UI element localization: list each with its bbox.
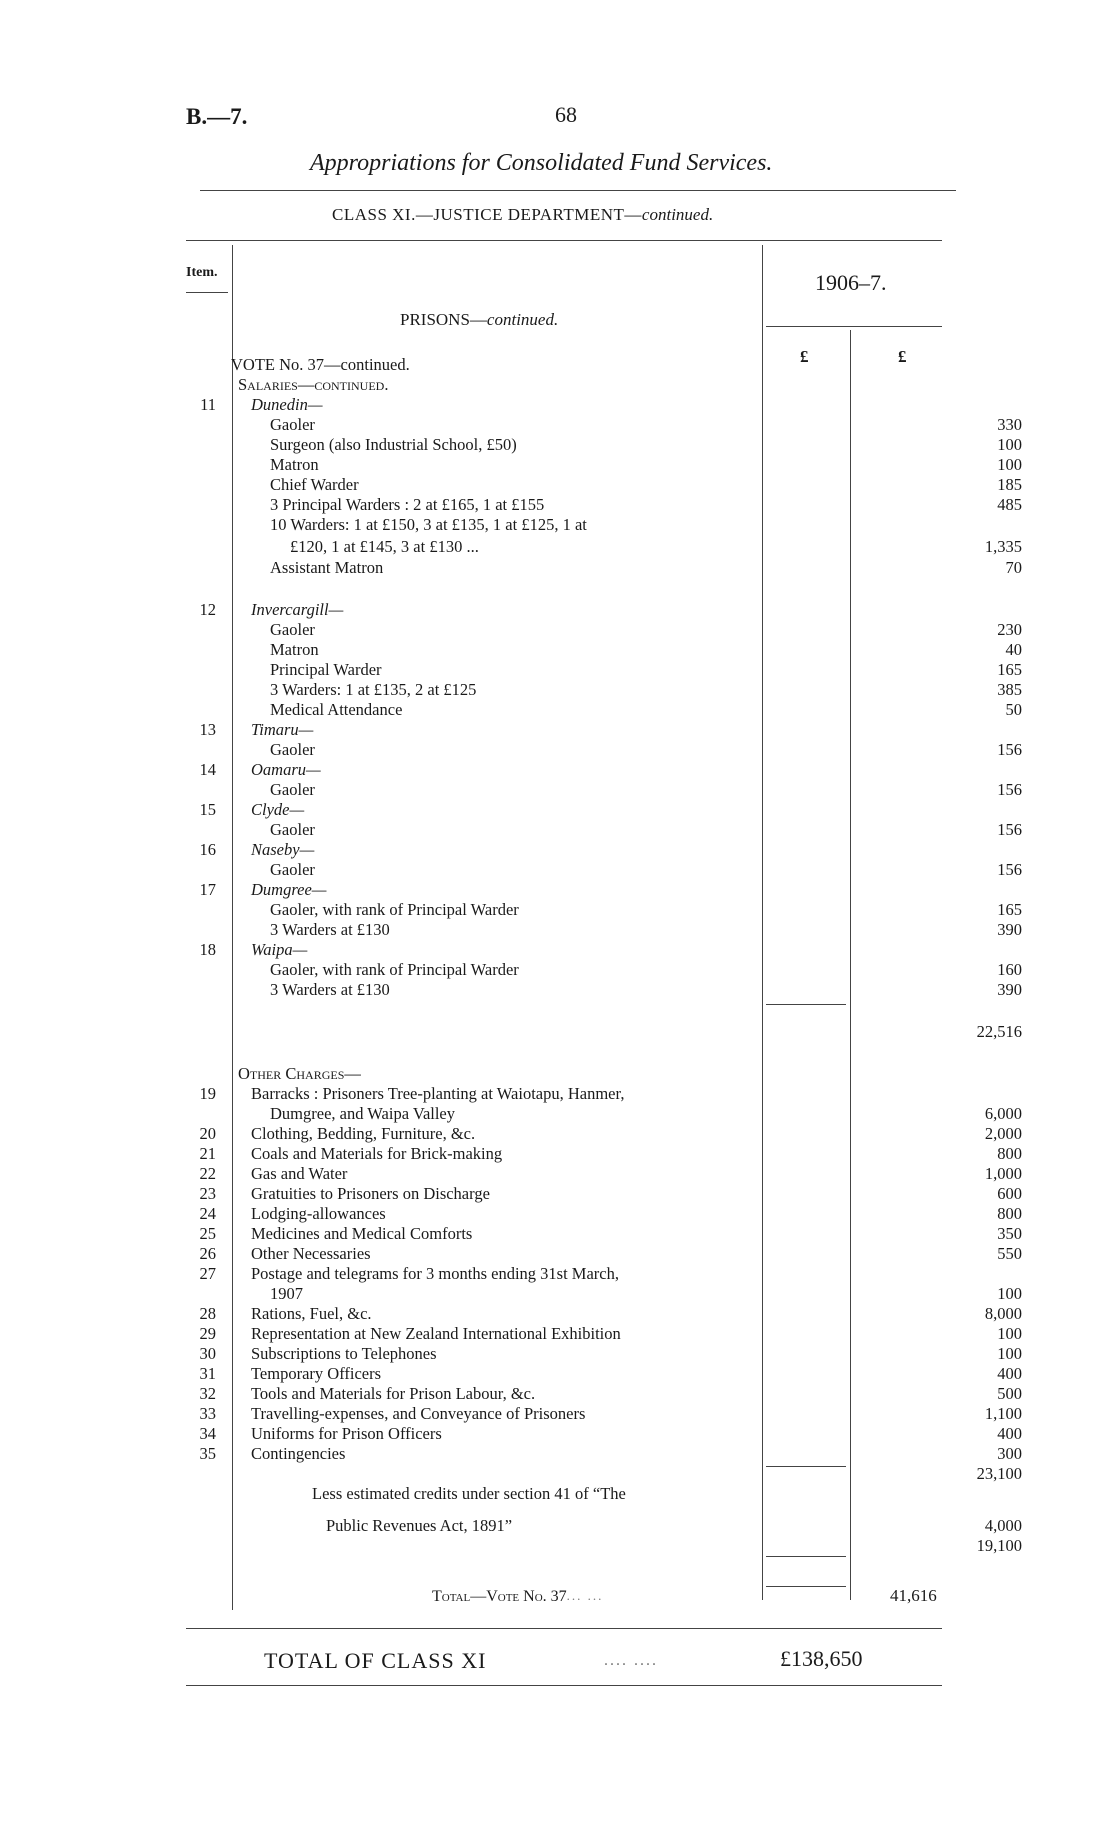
item-number: 16 bbox=[199, 840, 216, 859]
item-description: Gratuities to Prisoners on Discharge bbox=[251, 1184, 490, 1203]
item-amount: 156 bbox=[997, 860, 1022, 879]
item-description: Principal Warder bbox=[270, 660, 382, 679]
item-amount: 100 bbox=[997, 435, 1022, 454]
item-description: Oamaru— bbox=[251, 760, 321, 779]
subtotal-rule bbox=[766, 1586, 846, 1587]
item-amount: 400 bbox=[997, 1424, 1022, 1443]
item-description: Lodging-allowances bbox=[251, 1204, 386, 1223]
item-description: 3 Warders at £130 bbox=[270, 920, 390, 939]
table-row bbox=[186, 1104, 1022, 1124]
item-amount: 230 bbox=[997, 620, 1022, 639]
grand-total-amount: £138,650 bbox=[780, 1646, 863, 1671]
item-amount: 23,100 bbox=[976, 1464, 1022, 1483]
item-description: Dumgree— bbox=[251, 880, 327, 899]
item-description: Public Revenues Act, 1891” bbox=[326, 1516, 513, 1535]
total-vote-label bbox=[432, 1588, 604, 1606]
item-description: Rations, Fuel, &c. bbox=[251, 1304, 372, 1323]
item-amount: 550 bbox=[997, 1244, 1022, 1263]
table-row bbox=[186, 1324, 1022, 1344]
item-amount: 2,000 bbox=[984, 1124, 1022, 1143]
item-amount: 100 bbox=[997, 455, 1022, 474]
table-row bbox=[186, 840, 946, 860]
item-description: Gas and Water bbox=[251, 1164, 348, 1183]
table-row bbox=[186, 1424, 1022, 1444]
table-row bbox=[186, 940, 946, 960]
item-amount: 800 bbox=[997, 1204, 1022, 1223]
item-description: Medicines and Medical Comforts bbox=[251, 1224, 473, 1243]
item-amount: 600 bbox=[997, 1184, 1022, 1203]
item-amount: 1,335 bbox=[984, 537, 1022, 556]
item-description: Gaoler bbox=[270, 780, 315, 799]
table-row bbox=[186, 1444, 1022, 1464]
item-number: 24 bbox=[199, 1204, 216, 1223]
item-description: VOTE No. 37—continued. bbox=[231, 355, 410, 374]
table-row bbox=[186, 1264, 946, 1284]
item-description: Subscriptions to Telephones bbox=[251, 1344, 437, 1363]
table-row bbox=[186, 1184, 1022, 1204]
item-description: Dumgree, and Waipa Valley bbox=[270, 1104, 456, 1123]
item-description: 3 Warders: 1 at £135, 2 at £125 bbox=[270, 680, 477, 699]
table-row bbox=[186, 800, 946, 820]
table-row bbox=[186, 1124, 1022, 1144]
item-description: Temporary Officers bbox=[251, 1364, 382, 1383]
item-description: Gaoler, with rank of Principal Warder bbox=[270, 900, 519, 919]
grand-total-top-rule bbox=[186, 1628, 942, 1629]
item-number: 25 bbox=[199, 1224, 216, 1243]
table-row bbox=[186, 1064, 946, 1084]
item-description: Surgeon (also Industrial School, £50) bbox=[270, 435, 517, 454]
table-row bbox=[186, 558, 1022, 578]
table-row bbox=[186, 395, 946, 415]
item-description: Postage and telegrams for 3 months ending 31st March, bbox=[251, 1264, 619, 1283]
item-description: Coals and Materials for Brick-making bbox=[251, 1144, 503, 1163]
item-amount: 50 bbox=[1005, 700, 1022, 719]
item-description: Matron bbox=[270, 640, 319, 659]
item-description: Naseby— bbox=[251, 840, 315, 859]
subtotal-rule bbox=[766, 1556, 846, 1557]
item-description: Medical Attendance bbox=[270, 700, 403, 719]
item-description: Dunedin— bbox=[251, 395, 323, 414]
year-column-header: 1906–7. bbox=[815, 270, 887, 295]
page-number: 68 bbox=[555, 102, 577, 127]
item-description: Gaoler, with rank of Principal Warder bbox=[270, 960, 519, 979]
section-heading-text: PRISONS— bbox=[400, 310, 487, 329]
item-number: 13 bbox=[199, 720, 216, 739]
class-heading bbox=[332, 205, 713, 225]
item-description: Gaoler bbox=[270, 860, 315, 879]
item-amount: 22,516 bbox=[976, 1022, 1022, 1041]
item-description: Invercargill— bbox=[251, 600, 344, 619]
table-row bbox=[186, 355, 946, 375]
item-amount: 185 bbox=[997, 475, 1022, 494]
table-row bbox=[186, 1344, 1022, 1364]
item-amount: 6,000 bbox=[984, 1104, 1022, 1123]
item-number: 22 bbox=[199, 1164, 216, 1183]
item-amount: 40 bbox=[1005, 640, 1022, 659]
table-row bbox=[186, 1484, 946, 1504]
item-column-header: Item. bbox=[186, 265, 218, 280]
section-heading-continued: continued. bbox=[486, 310, 559, 329]
table-row bbox=[186, 740, 1022, 760]
item-amount: 165 bbox=[997, 660, 1022, 679]
table-row bbox=[186, 475, 1022, 495]
table-row bbox=[186, 900, 1022, 920]
item-description: Gaoler bbox=[270, 740, 315, 759]
item-description: Gaoler bbox=[270, 820, 315, 839]
item-amount: 1,000 bbox=[984, 1164, 1022, 1183]
item-amount: 390 bbox=[997, 920, 1022, 939]
leader-dots: .... .... bbox=[604, 1652, 658, 1669]
item-amount: 100 bbox=[997, 1284, 1022, 1303]
item-amount: 8,000 bbox=[984, 1304, 1022, 1323]
item-amount: 100 bbox=[997, 1324, 1022, 1343]
item-description: 3 Principal Warders : 2 at £165, 1 at £155 bbox=[270, 495, 545, 514]
table-row bbox=[186, 1224, 1022, 1244]
item-amount: 800 bbox=[997, 1144, 1022, 1163]
item-description: Less estimated credits under section 41 of “The bbox=[312, 1484, 626, 1503]
item-amount: 4,000 bbox=[984, 1516, 1022, 1535]
item-number: 17 bbox=[199, 880, 216, 899]
item-description: Travelling-expenses, and Conveyance of Prisoners bbox=[251, 1404, 586, 1423]
table-row bbox=[186, 1304, 1022, 1324]
item-description: Other Charges— bbox=[238, 1064, 361, 1083]
item-description: Contingencies bbox=[251, 1444, 346, 1463]
table-row bbox=[186, 1516, 1022, 1536]
table-row bbox=[186, 920, 1022, 940]
pound-sign: £ bbox=[898, 347, 907, 366]
table-row bbox=[186, 1284, 1022, 1304]
item-amount: 385 bbox=[997, 680, 1022, 699]
grand-total-text: TOTAL OF CLASS XI bbox=[264, 1648, 487, 1673]
section-heading bbox=[400, 310, 558, 330]
item-number: 18 bbox=[199, 940, 216, 959]
table-row bbox=[186, 1084, 946, 1104]
table-row bbox=[186, 435, 1022, 455]
table-row bbox=[186, 820, 1022, 840]
item-amount: 156 bbox=[997, 780, 1022, 799]
table-row bbox=[186, 980, 1022, 1000]
item-description: 10 Warders: 1 at £150, 3 at £135, 1 at £125, 1 at bbox=[270, 515, 587, 534]
item-description: Timaru— bbox=[251, 720, 314, 739]
item-description: Salaries—continued. bbox=[238, 375, 389, 394]
item-description: Barracks : Prisoners Tree-planting at Waiotapu, Hanmer, bbox=[251, 1084, 625, 1103]
item-number: 11 bbox=[200, 395, 216, 414]
item-description: Assistant Matron bbox=[270, 558, 384, 577]
item-number: 32 bbox=[199, 1384, 216, 1403]
item-description: Clothing, Bedding, Furniture, &c. bbox=[251, 1124, 476, 1143]
table-row bbox=[186, 1464, 1022, 1484]
item-description: Chief Warder bbox=[270, 475, 359, 494]
table-row bbox=[186, 660, 1022, 680]
item-number: 31 bbox=[199, 1364, 216, 1383]
item-number: 35 bbox=[199, 1444, 216, 1463]
subtotal-rule bbox=[766, 1466, 846, 1467]
item-amount: 156 bbox=[997, 740, 1022, 759]
item-number: 30 bbox=[199, 1344, 216, 1363]
table-row bbox=[186, 700, 1022, 720]
table-row bbox=[186, 375, 946, 395]
table-row bbox=[186, 600, 946, 620]
item-description: Matron bbox=[270, 455, 319, 474]
item-number: 26 bbox=[199, 1244, 216, 1263]
table-row bbox=[186, 1022, 1022, 1042]
item-number: 19 bbox=[199, 1084, 216, 1103]
item-number: 20 bbox=[199, 1124, 216, 1143]
table-row bbox=[186, 1164, 1022, 1184]
table-row bbox=[186, 415, 1022, 435]
table-row bbox=[186, 1144, 1022, 1164]
item-number: 28 bbox=[199, 1304, 216, 1323]
table-row bbox=[186, 455, 1022, 475]
item-amount: 330 bbox=[997, 415, 1022, 434]
item-description: Clyde— bbox=[251, 800, 305, 819]
item-head-rule bbox=[186, 292, 228, 293]
item-amount: 500 bbox=[997, 1384, 1022, 1403]
subtotal-rule bbox=[766, 1004, 846, 1005]
item-amount: 390 bbox=[997, 980, 1022, 999]
item-description: Tools and Materials for Prison Labour, &c. bbox=[251, 1384, 536, 1403]
table-row bbox=[186, 620, 1022, 640]
item-amount: 100 bbox=[997, 1344, 1022, 1363]
item-amount: 156 bbox=[997, 820, 1022, 839]
item-number: 33 bbox=[199, 1404, 216, 1423]
grand-total-label bbox=[264, 1648, 658, 1674]
item-number: 27 bbox=[199, 1264, 216, 1283]
year-head-rule bbox=[766, 326, 942, 327]
grand-total-bottom-rule bbox=[186, 1685, 942, 1686]
item-amount: 485 bbox=[997, 495, 1022, 514]
table-row bbox=[186, 1204, 1022, 1224]
item-description: Gaoler bbox=[270, 415, 315, 434]
item-description: £120, 1 at £145, 3 at £130 ... bbox=[290, 537, 479, 556]
item-description: 1907 bbox=[270, 1284, 303, 1303]
table-row bbox=[186, 880, 946, 900]
table-row bbox=[186, 1244, 1022, 1264]
item-amount: 350 bbox=[997, 1224, 1022, 1243]
item-amount: 400 bbox=[997, 1364, 1022, 1383]
leader-dots: ... ... bbox=[566, 1588, 604, 1603]
item-description: Uniforms for Prison Officers bbox=[251, 1424, 442, 1443]
pound-sign: £ bbox=[800, 347, 809, 366]
table-row bbox=[186, 860, 1022, 880]
page-title: Appropriations for Consolidated Fund Services. bbox=[310, 150, 773, 176]
table-top-rule bbox=[186, 240, 942, 241]
item-amount: 160 bbox=[997, 960, 1022, 979]
class-heading-continued: continued. bbox=[641, 205, 714, 224]
item-description: 3 Warders at £130 bbox=[270, 980, 390, 999]
title-rule bbox=[200, 190, 956, 191]
table-row bbox=[186, 515, 946, 535]
item-number: 23 bbox=[199, 1184, 216, 1203]
item-description: Waipa— bbox=[251, 940, 308, 959]
item-number: 14 bbox=[199, 760, 216, 779]
total-vote-amount: 41,616 bbox=[890, 1586, 937, 1605]
document-reference: B.—7. bbox=[186, 104, 248, 129]
item-amount: 165 bbox=[997, 900, 1022, 919]
item-number: 21 bbox=[199, 1144, 216, 1163]
table-row bbox=[186, 495, 1022, 515]
total-vote-text: Total—Vote No. 37 bbox=[432, 1588, 567, 1605]
item-number: 15 bbox=[199, 800, 216, 819]
table-row bbox=[186, 960, 1022, 980]
item-description: Other Necessaries bbox=[251, 1244, 371, 1263]
table-row bbox=[186, 1364, 1022, 1384]
table-row bbox=[186, 1384, 1022, 1404]
item-amount: 300 bbox=[997, 1444, 1022, 1463]
item-description: Gaoler bbox=[270, 620, 315, 639]
item-number: 34 bbox=[199, 1424, 216, 1443]
table-row bbox=[186, 780, 1022, 800]
item-amount: 70 bbox=[1005, 558, 1022, 577]
item-number: 12 bbox=[199, 600, 216, 619]
table-row bbox=[186, 537, 1022, 557]
table-row bbox=[186, 1536, 1022, 1556]
table-row bbox=[186, 760, 946, 780]
class-heading-text: CLASS XI.—JUSTICE DEPARTMENT— bbox=[332, 205, 642, 224]
item-number: 29 bbox=[199, 1324, 216, 1343]
item-amount: 19,100 bbox=[976, 1536, 1022, 1555]
table-row bbox=[186, 720, 946, 740]
table-row bbox=[186, 640, 1022, 660]
item-description: Representation at New Zealand International Exhibition bbox=[251, 1324, 621, 1343]
table-row bbox=[186, 1404, 1022, 1424]
table-row bbox=[186, 680, 1022, 700]
item-amount: 1,100 bbox=[984, 1404, 1022, 1423]
